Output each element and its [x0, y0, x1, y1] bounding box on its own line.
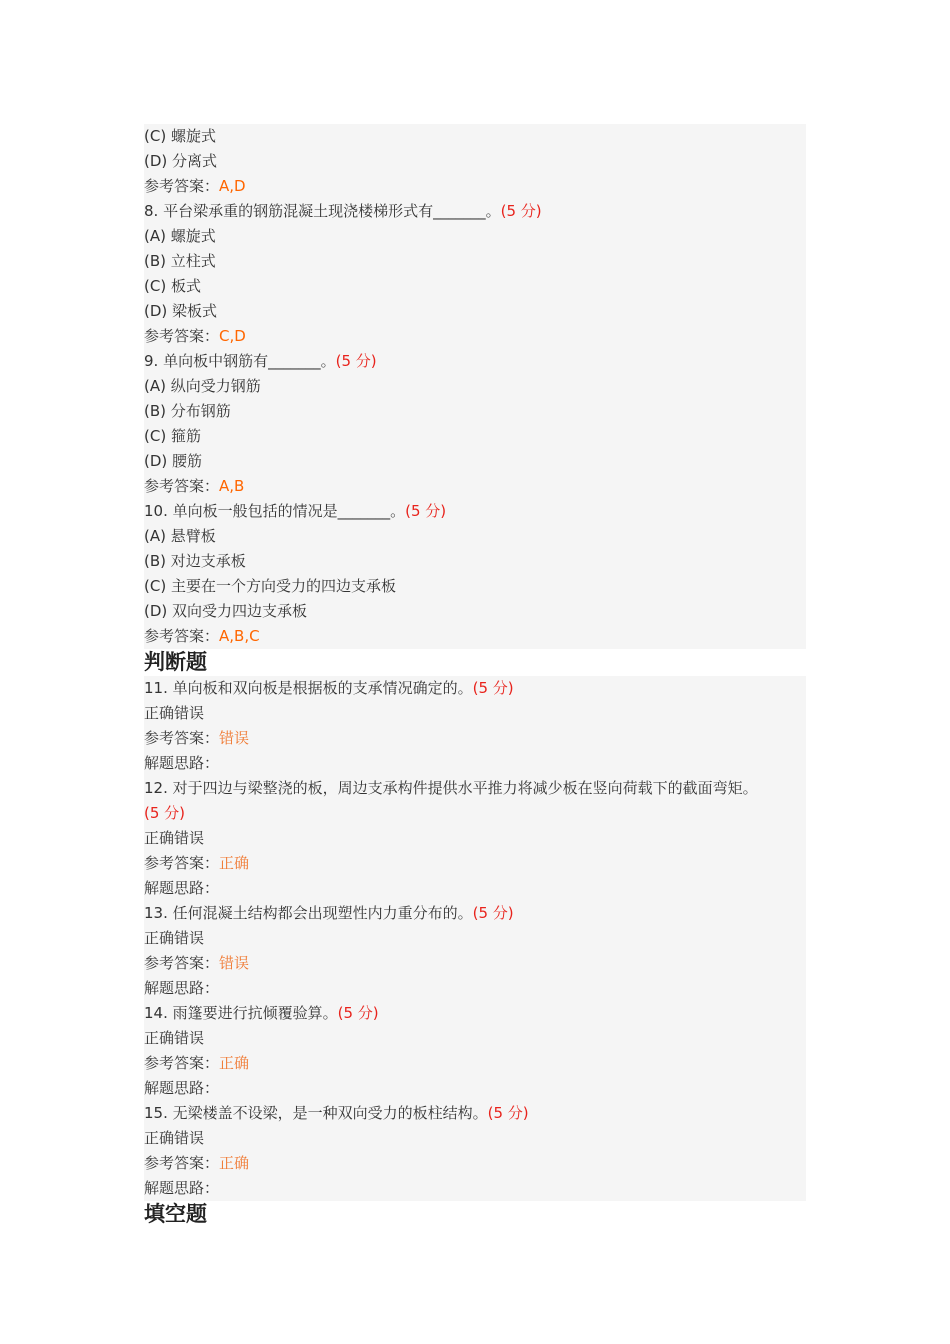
- answer-value: A,B: [219, 477, 245, 495]
- answer-line: [144, 324, 806, 349]
- answer-label: 参考答案：: [144, 854, 220, 872]
- explanation-line: 解题思路：: [144, 1079, 220, 1097]
- answer-value: C,D: [219, 327, 246, 345]
- option-c: (C) 主要在一个方向受力的四边支承板: [144, 577, 396, 595]
- answer-line: [144, 624, 806, 649]
- explanation-line: 解题思路：: [144, 979, 220, 997]
- choice-line: 正确错误: [144, 704, 205, 722]
- score: (5 分): [500, 202, 542, 220]
- answer-label: 参考答案：: [144, 477, 220, 495]
- choice-line: 正确错误: [144, 1029, 205, 1047]
- option-a: (A) 纵向受力钢筋: [144, 377, 261, 395]
- score-line: [144, 801, 806, 826]
- answer-line: [144, 951, 806, 976]
- option-c: (C) 螺旋式: [144, 127, 216, 145]
- answer-value: 正确: [219, 1154, 250, 1172]
- answer-label: 参考答案：: [144, 729, 220, 747]
- question-stem: 11. 单向板和双向板是根据板的支承情况确定的。(5 分): [144, 679, 514, 697]
- answer-label: 参考答案：: [144, 1054, 220, 1072]
- section-title-fill: 填空题: [144, 1201, 806, 1228]
- option-c: (C) 板式: [144, 277, 201, 295]
- answer-value: A,B,C: [219, 627, 260, 645]
- multiple-choice-block: [144, 124, 806, 649]
- option-d: (D) 分离式: [144, 152, 218, 170]
- question-stem: 15. 无梁楼盖不设梁，是一种双向受力的板柱结构。(5 分): [144, 1104, 529, 1122]
- score: (5 分): [405, 502, 447, 520]
- explanation-line: 解题思路：: [144, 754, 220, 772]
- answer-label: 参考答案：: [144, 627, 220, 645]
- question-stem: 10. 单向板一般包括的情况是_______。(5 分): [144, 502, 447, 520]
- explanation-line: 解题思路：: [144, 1179, 220, 1197]
- answer-value: 错误: [219, 954, 250, 972]
- answer-label: 参考答案：: [144, 327, 220, 345]
- choice-line: 正确错误: [144, 1129, 205, 1147]
- option-d: (D) 梁板式: [144, 302, 218, 320]
- question-stem: 9. 单向板中钢筋有_______。(5 分): [144, 352, 377, 370]
- answer-label: 参考答案：: [144, 954, 220, 972]
- option-d: (D) 双向受力四边支承板: [144, 602, 308, 620]
- answer-line: [144, 726, 806, 751]
- option-b: (B) 立柱式: [144, 252, 216, 270]
- option-c: (C) 箍筋: [144, 427, 201, 445]
- answer-line: [144, 174, 806, 199]
- option-a: (A) 悬臂板: [144, 527, 216, 545]
- score: (5 分): [487, 1104, 529, 1122]
- answer-label: 参考答案：: [144, 177, 220, 195]
- question-stem: 13. 任何混凝土结构都会出现塑性内力重分布的。(5 分): [144, 904, 514, 922]
- choice-line: 正确错误: [144, 829, 205, 847]
- score: (5 分): [335, 352, 377, 370]
- judge-block: [144, 676, 806, 1201]
- answer-value: 正确: [219, 1054, 250, 1072]
- score: (5 分): [337, 1004, 379, 1022]
- answer-label: 参考答案：: [144, 1154, 220, 1172]
- answer-value: 错误: [219, 729, 250, 747]
- question-stem: 12. 对于四边与梁整浇的板，周边支承构件提供水平推力将减少板在竖向荷载下的截面弯矩。: [144, 779, 758, 797]
- option-b: (B) 对边支承板: [144, 552, 246, 570]
- answer-value: 正确: [219, 854, 250, 872]
- score: (5 分): [472, 679, 514, 697]
- option-a: (A) 螺旋式: [144, 227, 216, 245]
- score: (5 分): [472, 904, 514, 922]
- choice-line: 正确错误: [144, 929, 205, 947]
- question-stem: 14. 雨篷要进行抗倾覆验算。(5 分): [144, 1004, 379, 1022]
- option-d: (D) 腰筋: [144, 452, 203, 470]
- score: (5 分): [144, 804, 186, 822]
- answer-line: [144, 851, 806, 876]
- question-stem: 8. 平台梁承重的钢筋混凝土现浇楼梯形式有_______。(5 分): [144, 202, 542, 220]
- answer-value: A,D: [219, 177, 246, 195]
- answer-line: [144, 1151, 806, 1176]
- document-page: [144, 124, 806, 1228]
- explanation-line: 解题思路：: [144, 879, 220, 897]
- section-title-judge: 判断题: [144, 649, 806, 676]
- answer-line: [144, 1051, 806, 1076]
- answer-line: [144, 474, 806, 499]
- option-b: (B) 分布钢筋: [144, 402, 231, 420]
